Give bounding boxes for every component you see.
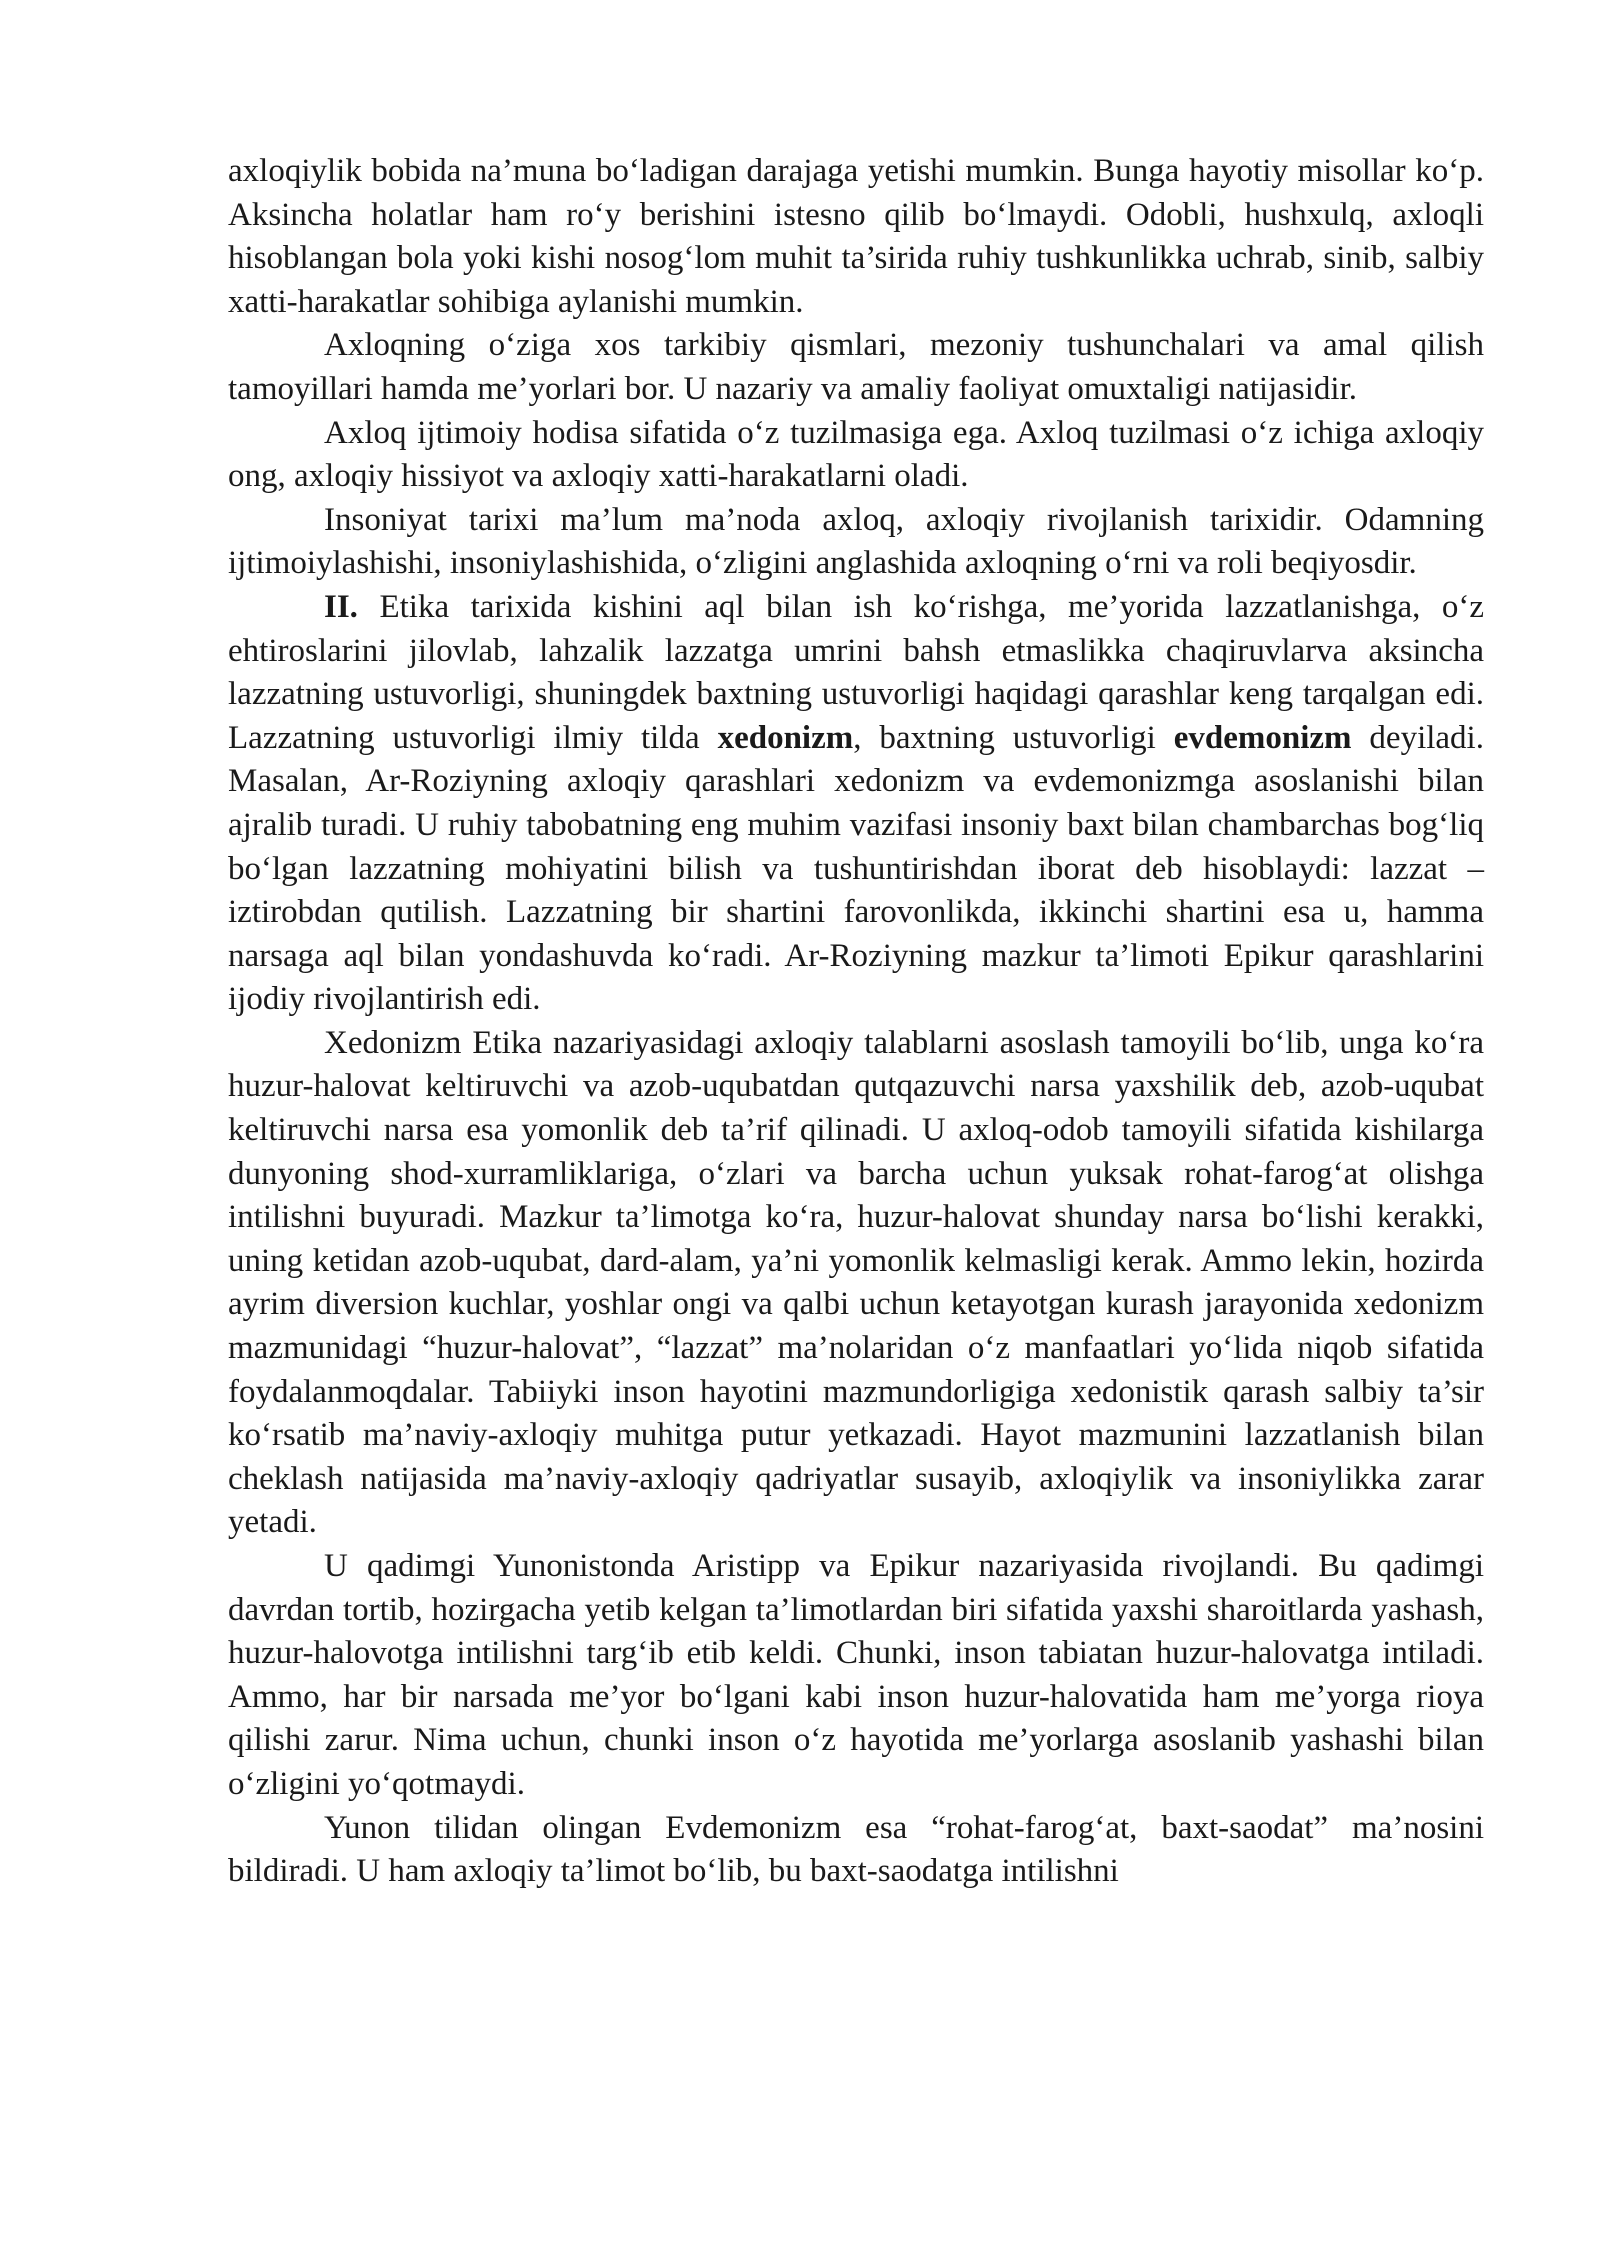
paragraph-7 bbox=[228, 1545, 1484, 1807]
section-number: II. bbox=[324, 588, 358, 625]
text-run: Axloq ijtimoiy hodisa sifatida o‘z tuzilmasiga ega. Axloq tuzilmasi o‘z ichiga axloqiy ong, axloqiy hissiyot va axloqiy xatti-harakatlarni oladi. bbox=[228, 414, 1484, 495]
text-run: U qadimgi Yunonistonda Aristipp va Epikur nazariyasida rivojlandi. Bu qadimgi davrdan tortib, hozirgacha yetib kelgan ta’limotlardan biri sifatida yaxshi sharoitlarda yashash, huzur-halovotga intilishni targ‘ib etib keldi. Chunki, inson tabiatan huzur-halovatga intiladi. Ammo, har bir narsada me’yor bo‘lgani kabi inson huzur-halovatida ham me’yorga rioya qilishi zarur. Nima uchun, chunki inson o‘z hayotida me’yorlarga asoslanib yashashi bilan o‘zligini yo‘qotmaydi. bbox=[228, 1548, 1484, 1802]
text-run: Insoniyat tarixi ma’lum ma’noda axloq, axloqiy rivojlanish tarixidir. Odamning ijtimoiylashishi, insoniylashishida, o‘zligini anglashida axloqning o‘rni va roli beqiyosdir. bbox=[228, 501, 1484, 582]
text-run: , baxtning ustuvorligi bbox=[853, 719, 1174, 756]
text-run: Axloqning o‘ziga xos tarkibiy qismlari, mezoniy tushunchalari va amal qilish tamoyillari hamda me’yorlari bor. U nazariy va amaliy faoliyat omuxtaligi natijasidir. bbox=[228, 327, 1484, 407]
text-run: deyiladi. Masalan, Ar-Roziyning axloqiy qarashlari xedonizm va evdemonizmga asoslanishi bilan ajralib turadi. U ruhiy tabobatning eng muhim vazifasi insoniy baxt bilan chambarchas bog‘liq bo‘lgan lazzatning mohiyatini bilish va tushuntirishdan iborat deb hisoblaydi: lazzat – iztirobdan qutilish. Lazzatning bir shartini farovonlikda, ikkinchi shartini esa u, hamma narsaga aql bilan yondashuvda ko‘radi. Ar-Roziyning mazkur ta’limoti Epikur qarashlarini ijodiy rivojlantirish edi. bbox=[228, 719, 1484, 1018]
text-run: Etika tarixida kishini aql bilan ish ko‘rishga, me’yorida lazzatlanishga, o‘z ehtiroslarini jilovlab, lahzalik lazzatga umrini bahsh etmaslikka chaqiruvlarva aksincha lazzatning ustuvorligi, shuningdek baxtning ustuvorligi haqidagi qarashlar keng tarqalgan edi. Lazzatning ustuvorligi ilmiy tilda bbox=[228, 588, 1484, 756]
text-run: axloqiylik bobida na’muna bo‘ladigan darajaga yetishi mumkin. Bunga hayotiy misollar ko‘p. Aksincha holatlar ham ro‘y berishini istesno qilib bo‘lmaydi. Odobli, hushxulq, axloqli hisoblangan bola yoki kishi nosog‘lom muhit ta’sirida ruhiy tushkunlikka uchrab, sinib, salbiy xatti-harakatlar sohibiga aylanishi mumkin. bbox=[228, 153, 1484, 320]
paragraph-3 bbox=[228, 412, 1484, 499]
paragraph-5 bbox=[228, 586, 1484, 1022]
term-evdemonizm: evdemonizm bbox=[1173, 719, 1352, 756]
paragraph-6 bbox=[228, 1022, 1484, 1545]
text-run: Yunon tilidan olingan Evdemonizm esa “rohat-farog‘at, baxt-saodat” ma’nosini bildiradi. U ham axloqiy ta’limot bo‘lib, bu baxt-saodatga intilishni bbox=[228, 1809, 1484, 1890]
text-run: Xedonizm Etika nazariyasidagi axloqiy talablarni asoslash tamoyili bo‘lib, unga ko‘ra huzur-halovat keltiruvchi va azob-uqubatdan qutqazuvchi narsa yaxshilik deb, azob-uqubat keltiruvchi narsa esa yomonlik deb ta’rif qilinadi. U axloq-odob tamoyili sifatida kishilarga dunyoning shod-xurramliklariga, o‘zlari va barcha uchun yuksak rohat-farog‘at olishga intilishni buyuradi. Mazkur ta’limotga ko‘ra, huzur-halovat shunday narsa bo‘lishi kerakki, uning ketidan azob-uqubat, dard-alam, ya’ni yomonlik kelmasligi kerak. Ammo lekin, hozirda ayrim diversion kuchlar, yoshlar ongi va qalbi uchun ketayotgan kurash jarayonida xedonizm mazmunidagi “huzur-halovat”, “lazzat” ma’nolaridan o‘z manfaatlari yo‘lida niqob sifatida foydalanmoqdalar. Tabiiyki inson hayotini mazmundorligiga xedonistik qarash salbiy ta’sir ko‘rsatib ma’naviy-axloqiy muhitga putur yetkazadi. Hayot mazmunini lazzatlanish bilan cheklash natijasida ma’naviy-axloqiy qadriyatlar susayib, axloqiylik va insoniylikka zarar yetadi. bbox=[228, 1024, 1484, 1541]
paragraph-1 bbox=[228, 150, 1484, 324]
paragraph-8 bbox=[228, 1807, 1484, 1894]
term-xedonizm: xedonizm bbox=[717, 719, 854, 756]
paragraph-2 bbox=[228, 324, 1484, 411]
paragraph-4 bbox=[228, 499, 1484, 586]
document-page bbox=[228, 150, 1484, 1894]
